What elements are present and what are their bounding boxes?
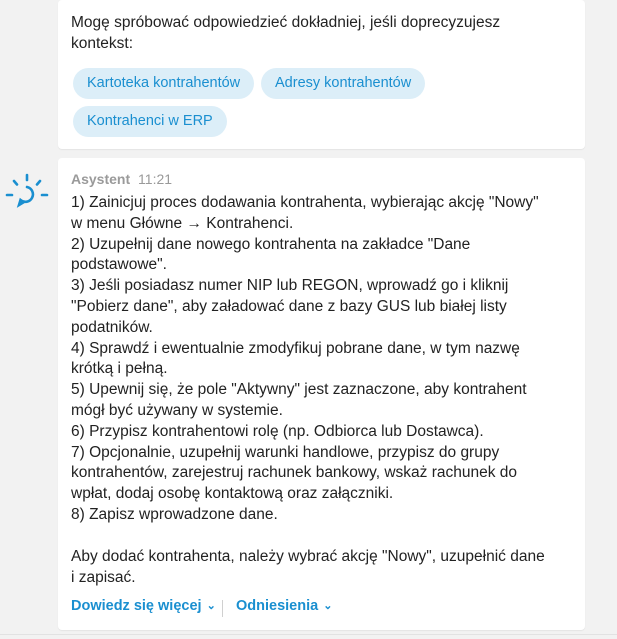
- bottom-divider: [0, 634, 617, 635]
- step-1: 1) Zainicjuj proces dodawania kontrahenta, wybierając akcję "Nowy" w menu Główne → Kontrahenci.: [71, 194, 539, 232]
- step-5: 5) Upewnij się, że pole "Aktywny" jest zaznaczone, aby kontrahent mógł być używany w systemie.: [71, 381, 527, 419]
- suggestion-chip-adresy[interactable]: Adresy kontrahentów: [261, 68, 425, 99]
- message-time: 11:21: [138, 171, 173, 187]
- footer-divider: [222, 600, 223, 617]
- assistant-message-card: [58, 158, 585, 630]
- suggestion-chip-kartoteka[interactable]: Kartoteka kontrahentów: [73, 68, 254, 99]
- chevron-down-icon: ⌄: [206, 600, 216, 612]
- step-3: 3) Jeśli posiadasz numer NIP lub REGON, wprowadź go i kliknij "Pobierz dane", aby załadować dane z bazy GUS lub białej listy podatników.: [71, 277, 509, 336]
- step-2: 2) Uzupełnij dane nowego kontrahenta na zakładce "Dane podstawowe".: [71, 235, 471, 274]
- chevron-down-icon: ⌄: [323, 600, 333, 612]
- suggestions-card: [58, 0, 585, 149]
- sender-name: Asystent: [71, 171, 131, 187]
- message-summary: Aby dodać kontrahenta, należy wybrać akcję "Nowy", uzupełnić dane i zapisać.: [71, 547, 545, 586]
- suggestions-intro: Mogę spróbować odpowiedzieć dokładniej, jeśli doprecyzujesz kontekst:: [71, 14, 501, 52]
- message-meta: [71, 171, 172, 187]
- suggestion-chip-erp[interactable]: Kontrahenci w ERP: [73, 106, 227, 137]
- message-body: [71, 193, 551, 588]
- step-4: 4) Sprawdź i ewentualnie zmodyfikuj pobrane dane, w tym nazwę krótką i pełną.: [71, 339, 520, 378]
- assistant-bulb-icon: [4, 172, 50, 218]
- learn-more-link[interactable]: [71, 598, 216, 614]
- step-6: 6) Przypisz kontrahentowi rolę (np. Odbiorca lub Dostawca).: [71, 422, 484, 440]
- step-7: 7) Opcjonalnie, uzupełnij warunki handlowe, przypisz do grupy kontrahentów, zarejestruj rachunek bankowy, wskaż rachunek do wpłat, dodaj osobę kontaktową oraz załączniki.: [71, 443, 518, 503]
- learn-more-label: Dowiedz się więcej: [71, 598, 202, 614]
- references-link[interactable]: [236, 598, 332, 614]
- step-8: 8) Zapisz wprowadzone dane.: [71, 505, 278, 523]
- references-label: Odniesienia: [236, 598, 319, 614]
